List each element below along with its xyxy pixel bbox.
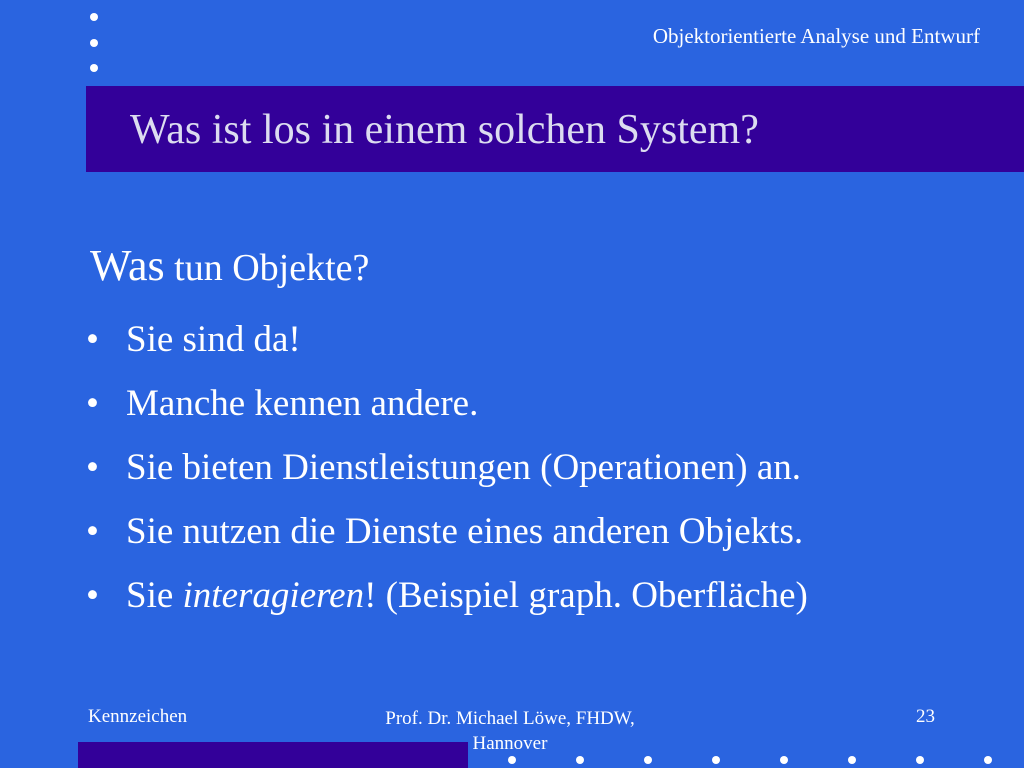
decor-dot xyxy=(848,756,856,764)
footer-author-line2: Hannover xyxy=(472,733,548,754)
bullet-text: Sie bieten Dienstleistungen (Operationen) an. xyxy=(126,447,802,488)
decor-dot xyxy=(90,64,98,72)
bullet-text: Sie nutzen die Dienste eines anderen Objekts. xyxy=(126,511,804,552)
bullet-icon: • xyxy=(86,319,99,360)
bullet-icon: • xyxy=(86,511,99,552)
bullet-icon: • xyxy=(86,383,99,424)
bullet-icon: • xyxy=(86,447,99,488)
list-item xyxy=(86,564,808,628)
footer-author-line1: Prof. Dr. Michael Löwe, FHDW, xyxy=(385,708,635,729)
list-item xyxy=(86,308,808,372)
decor-dot xyxy=(508,756,516,764)
bullet-text: Manche kennen andere. xyxy=(126,383,479,424)
decor-dot xyxy=(712,756,720,764)
decor-dot xyxy=(90,39,98,47)
decor-dot xyxy=(644,756,652,764)
decor-dot xyxy=(916,756,924,764)
slide-title: Was ist los in einem solchen System? xyxy=(130,107,759,153)
bullet-text-before: Sie xyxy=(126,575,183,616)
list-item xyxy=(86,500,808,564)
decor-dot xyxy=(90,13,98,21)
decor-dot xyxy=(576,756,584,764)
bullet-text-italic: interagieren xyxy=(182,575,365,616)
list-item xyxy=(86,372,808,436)
bullet-text: Sie sind da! xyxy=(126,319,301,360)
list-item xyxy=(86,436,808,500)
footer-section: Kennzeichen xyxy=(88,706,188,727)
decor-dot xyxy=(780,756,788,764)
slide-subheading xyxy=(90,240,369,291)
subheading-first-word: Was xyxy=(90,241,165,290)
bullet-icon: • xyxy=(86,575,99,616)
page-number: 23 xyxy=(916,706,935,727)
bullet-list xyxy=(86,308,808,628)
subheading-rest: tun Objekte? xyxy=(164,247,370,289)
footer-author xyxy=(370,706,650,756)
decor-dot xyxy=(984,756,992,764)
bullet-text-after: ! (Beispiel graph. Oberfläche) xyxy=(364,575,808,616)
course-title: Objektorientierte Analyse und Entwurf xyxy=(652,24,980,48)
